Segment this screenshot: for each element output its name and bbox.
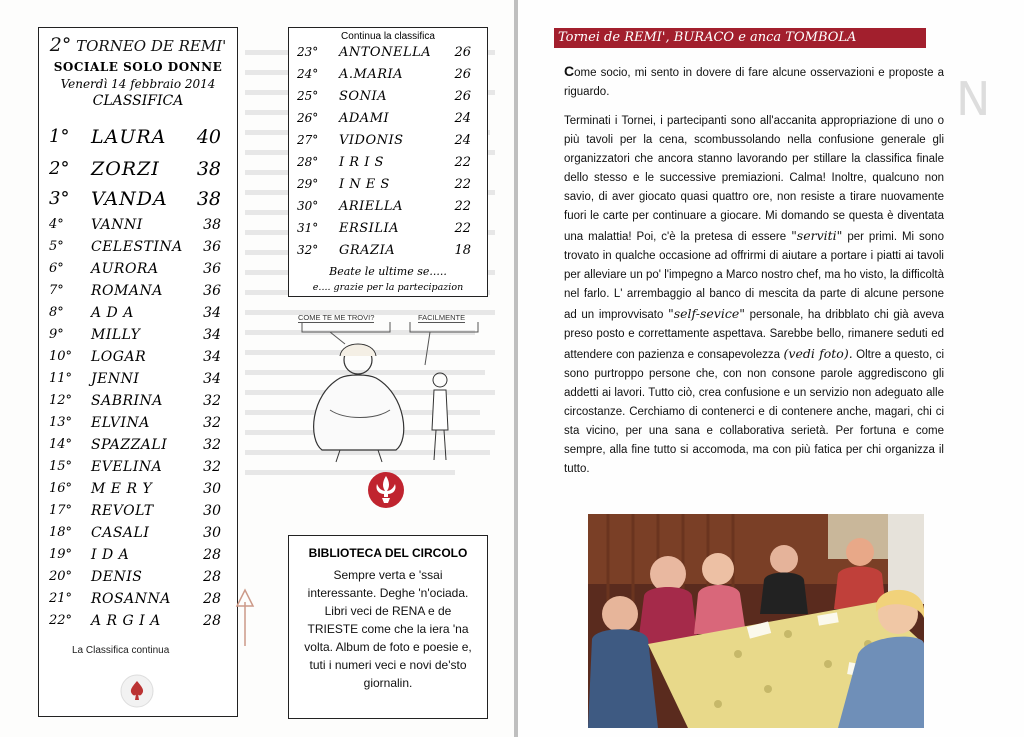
ranking-row (45, 371, 231, 391)
paragraph-text: ome socio, mi sento in dovere di fare alcune osservazioni e proposte a riguardo. (564, 67, 944, 98)
paragraph-text: per primi. Mi sono trovato in qualche occasione ad offrirmi di aiutare a portare i piatti ai tavoli per alleviare un po' l'impegno a Marco nostro chef, ma ho visto, la difficoltà nel farlo. L' arrembaggio al banco di mescita da parte di alcune persone ad un improvvisato (564, 231, 944, 321)
speech-bubble-left: COME TE ME TROVI? (298, 313, 375, 322)
ranking-row (45, 525, 231, 545)
rank-score: 18 (454, 243, 471, 258)
rank-name: ELVINA (91, 415, 150, 431)
ranking-row (45, 613, 231, 633)
library-title: BIBLIOTECA DEL CIRCOLO (308, 546, 468, 560)
rank-score: 38 (203, 217, 221, 233)
rank-name: I D A (91, 547, 130, 563)
rank-name: A R G I A (91, 613, 161, 629)
rank-name: JENNI (91, 371, 140, 387)
rank-position: 28° (297, 155, 319, 169)
tournament-number: 2° (49, 34, 72, 56)
paragraph-text: Terminati i Tornei, i partecipanti sono all'accanita appropriazione di uno o più tavoli per la cena, scombussolando nella confusione generale gli organizzatori che ancora stanno lavorando per stillare la classifica finale dello stesso e le successive premiazioni. Calma! Inoltre, qualcuno non savio, di aver giocato quasi quattro ore, non resiste a tirare nuovamente fuori le carte per continuare a giocare. Mi domando se questa è diventata una malattia! Poi, c'è la pretesa di essere (564, 115, 944, 243)
rank-name: AURORA (91, 261, 159, 277)
rank-position: 15° (49, 459, 73, 474)
ranking-row (45, 459, 231, 479)
rank-position: 10° (49, 349, 73, 364)
ranking-row (295, 89, 481, 109)
rank-position: 6° (49, 261, 64, 276)
rank-position: 20° (49, 569, 73, 584)
rank-name: A.MARIA (339, 67, 404, 82)
emphasis-text: "self-sevice" (667, 306, 745, 321)
rank-name: SPAZZALI (91, 437, 168, 453)
speech-bubble-right: FACILMENTE (418, 313, 466, 322)
spade-logo-icon (119, 673, 155, 709)
ranking-row (45, 283, 231, 303)
library-box (288, 535, 488, 719)
rank-name: I R I S (339, 155, 384, 170)
rank-position: 17° (49, 503, 73, 518)
rank-score: 34 (203, 349, 221, 365)
rank-name: CASALI (91, 525, 150, 541)
rank-score: 28 (203, 569, 221, 585)
ranking-row (45, 305, 231, 325)
rank-score: 34 (203, 305, 221, 321)
rank-position: 5° (49, 239, 64, 254)
rank-position: 11° (49, 371, 73, 386)
continued-title: Continua la classifica (341, 31, 435, 42)
rank-score: 22 (454, 155, 471, 170)
rank-position: 31° (297, 221, 319, 235)
ranking-row (45, 415, 231, 435)
ranking-row (45, 349, 231, 369)
rank-score: 30 (203, 525, 221, 541)
rank-position: 4° (49, 217, 64, 232)
rank-name: ZORZI (91, 158, 160, 180)
ranking-row (45, 591, 231, 611)
rank-position: 21° (49, 591, 73, 606)
ranking-row (295, 133, 481, 153)
rank-name: ROMANA (91, 283, 163, 299)
rank-name: EVELINA (91, 459, 163, 475)
rank-name: ERSILIA (339, 221, 399, 236)
rank-score: 32 (203, 459, 221, 475)
paragraph-text: Oltre a questo, ci sono purtroppo persone che, con non consone parole aggrediscono gli addetti ai lavori. Tutto ciò, crea confusione e un servizio non adeguato alle circostanze. Cerchiamo di contenerci e di contenere anche, magari, chi ci sta vicino, per una sana e collaborativa serietà. Per fortuna e come sempre, alla fine tutto si accomoda, ma con più fatica per chi organizza il tutto. (564, 349, 945, 475)
rank-name: SONIA (339, 89, 387, 104)
group-photo (588, 514, 924, 728)
rank-position: 29° (297, 177, 319, 191)
tournament-name: TORNEO DE REMI' (76, 37, 227, 55)
rank-name: ARIELLA (339, 199, 403, 214)
ranking-row (295, 177, 481, 197)
ranking-box (38, 27, 238, 717)
ranking-row (45, 188, 231, 208)
rank-position: 19° (49, 547, 73, 562)
continued-ranking-box (288, 27, 488, 297)
rank-score: 24 (454, 111, 471, 126)
rank-score: 22 (454, 221, 471, 236)
rank-score: 38 (196, 158, 221, 180)
rank-position: 22° (49, 613, 73, 628)
ranking-row (295, 199, 481, 219)
rank-name: ADAMI (339, 111, 390, 126)
rank-score: 22 (454, 177, 471, 192)
rank-score: 28 (203, 547, 221, 563)
article-body (564, 62, 944, 489)
article-paragraph (564, 112, 944, 479)
rank-score: 34 (203, 327, 221, 343)
rank-position: 32° (297, 243, 319, 257)
rank-position: 3° (49, 188, 70, 209)
rank-position: 30° (297, 199, 319, 213)
article-paragraph (564, 62, 944, 102)
article-title: Tornei de REMI', BURACO e anca TOMBOLA (554, 28, 926, 48)
rank-score: 38 (196, 188, 221, 210)
rank-score: 36 (203, 261, 221, 277)
rank-score: 28 (203, 613, 221, 629)
rank-name: VANNI (91, 217, 143, 233)
rank-position: 23° (297, 45, 319, 59)
ranking-row (295, 221, 481, 241)
rank-position: 14° (49, 437, 73, 452)
rank-score: 36 (203, 283, 221, 299)
rank-position: 13° (49, 415, 73, 430)
rank-score: 28 (203, 591, 221, 607)
closing-line: Beate le ultime se..... (329, 265, 447, 278)
tournament-title (39, 34, 237, 56)
paragraph-text: personale, ha dribblato chi già aveva preso posto e correttamente aspettava. Sarebbe bello, rimanere seduti ed attendere con pazienza e consapevolezza (564, 309, 945, 361)
ranking-row (45, 126, 231, 146)
rank-name: REVOLT (91, 503, 154, 519)
rank-score: 36 (203, 239, 221, 255)
ranking-row (45, 327, 231, 347)
rank-score: 40 (196, 126, 221, 148)
rank-name: M E R Y (91, 481, 153, 497)
ranking-row (45, 393, 231, 413)
ranking-row (45, 547, 231, 567)
rank-position: 9° (49, 327, 64, 342)
bleed-through-letter: N (956, 72, 991, 126)
library-text: Sempre verta e 'ssai interessante. Deghe 'n'ociada. Libri veci de RENA e de TRIESTE come che la iera 'na volta. Album de foto e poesie e, tuti i numeri veci e novi de'sto giornalin. (304, 568, 472, 690)
ranking-row (45, 239, 231, 259)
rank-score: 26 (454, 89, 471, 104)
rank-position: 2° (49, 158, 70, 179)
ranking-heading: CLASSIFICA (92, 93, 184, 109)
rank-position: 1° (49, 126, 70, 147)
emphasis-text: (vedi foto). (783, 346, 853, 361)
rank-name: ROSANNA (91, 591, 171, 607)
tournament-subtitle: SOCIALE SOLO DONNE (53, 60, 223, 74)
ranking-footer: La Classifica continua (72, 645, 170, 656)
rank-position: 25° (297, 89, 319, 103)
rank-name: MILLY (91, 327, 141, 343)
ranking-row (295, 67, 481, 87)
emphasis-text: "serviti" (791, 228, 843, 243)
rank-position: 24° (297, 67, 319, 81)
rank-score: 30 (203, 481, 221, 497)
rank-name: VIDONIS (339, 133, 404, 148)
rank-name: I N E S (339, 177, 390, 192)
rank-name: A D A (91, 305, 134, 321)
drop-cap: C (564, 63, 575, 79)
rank-name: GRAZIA (339, 243, 396, 258)
rank-name: CELESTINA (91, 239, 183, 255)
rank-score: 32 (203, 437, 221, 453)
ranking-row (45, 158, 231, 178)
rank-name: ANTONELLA (339, 45, 432, 60)
rank-score: 30 (203, 503, 221, 519)
ranking-row (295, 155, 481, 175)
cartoon-illustration (300, 310, 480, 470)
tournament-date: Venerdì 14 febbraio 2014 (60, 77, 216, 91)
ranking-row (295, 111, 481, 131)
rank-name: LAURA (91, 126, 167, 148)
rank-score: 32 (203, 415, 221, 431)
ranking-row (295, 45, 481, 65)
rank-position: 8° (49, 305, 64, 320)
rank-score: 22 (454, 199, 471, 214)
rank-name: LOGAR (91, 349, 147, 365)
ranking-row (45, 437, 231, 457)
rank-position: 18° (49, 525, 73, 540)
rank-position: 16° (49, 481, 73, 496)
rank-name: DENIS (91, 569, 143, 585)
rank-position: 12° (49, 393, 73, 408)
rank-position: 26° (297, 111, 319, 125)
rank-name: VANDA (91, 188, 168, 210)
rank-position: 7° (49, 283, 64, 298)
rank-name: SABRINA (91, 393, 163, 409)
ranking-row (45, 261, 231, 281)
ranking-row (45, 481, 231, 501)
rank-score: 26 (454, 45, 471, 60)
ranking-row (45, 503, 231, 523)
fleur-de-lis-icon (366, 470, 406, 510)
rank-score: 24 (454, 133, 471, 148)
right-page (518, 0, 1024, 737)
ranking-row (295, 243, 481, 263)
thanks-line: e.... grazie per la partecipazion (312, 282, 464, 293)
rank-score: 34 (203, 371, 221, 387)
ranking-row (45, 217, 231, 237)
rank-score: 32 (203, 393, 221, 409)
rank-position: 27° (297, 133, 319, 147)
ranking-row (45, 569, 231, 589)
rank-score: 26 (454, 67, 471, 82)
arrow-up-icon (233, 588, 263, 648)
